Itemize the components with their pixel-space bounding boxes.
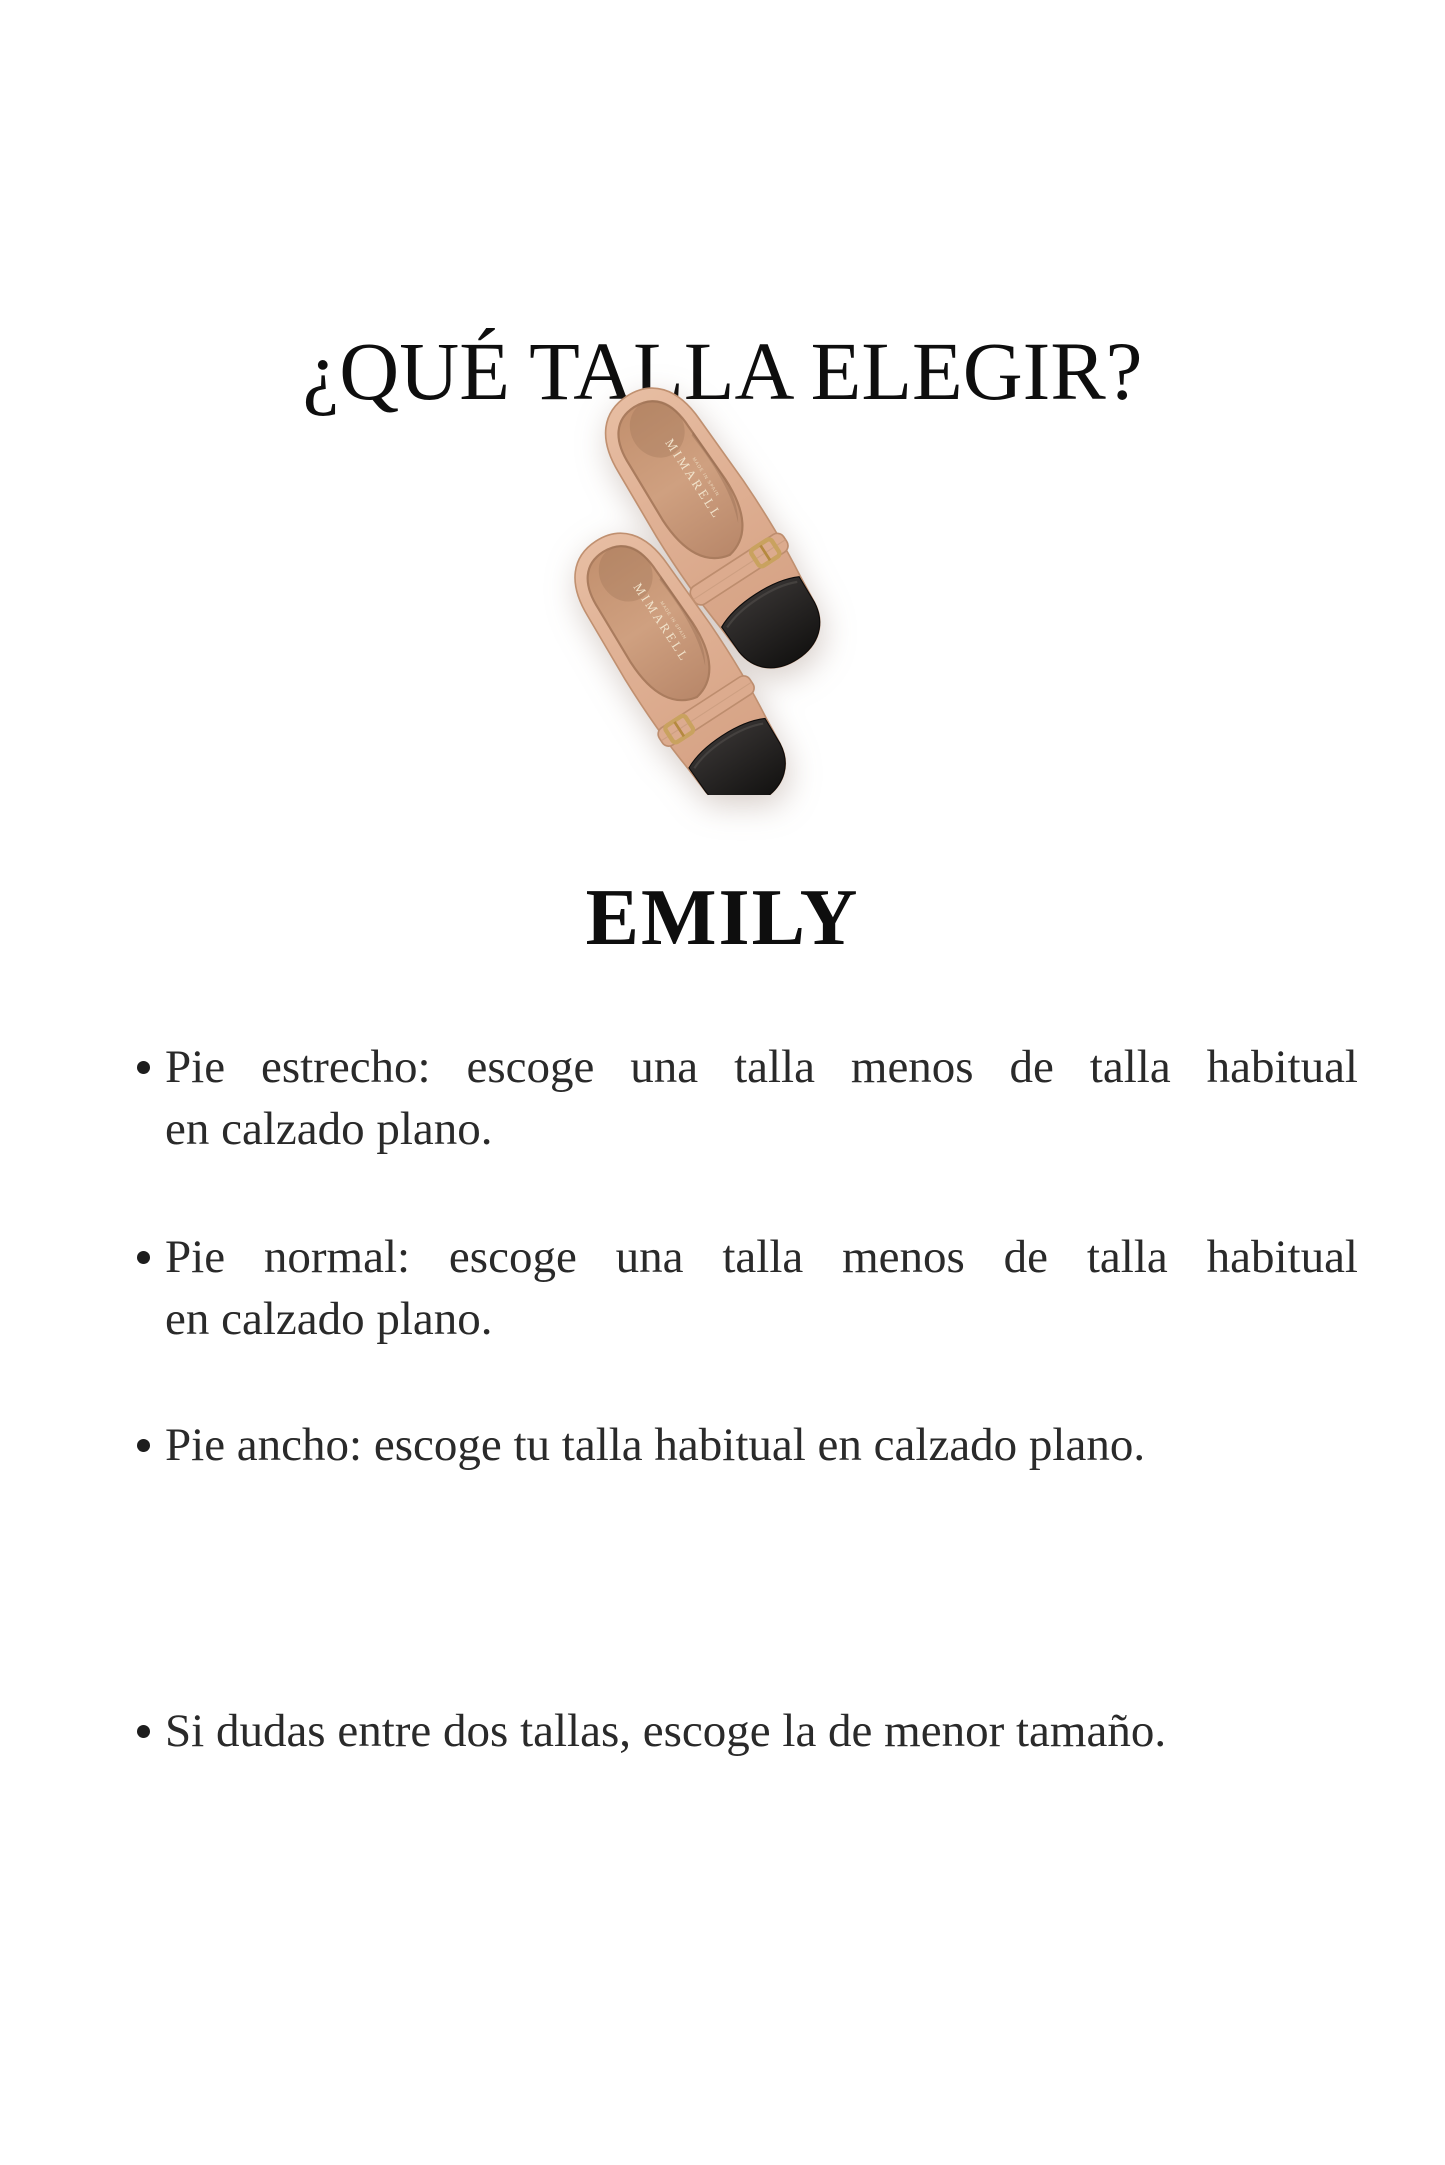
size-guide-list [137,1036,1358,1762]
bullet-dot [137,1061,150,1074]
list-item [137,1226,1358,1350]
list-item [137,1700,1358,1762]
bullet-dot [137,1725,150,1738]
bullet-text-line: en calzado plano. [165,1103,493,1155]
bullet-text-line: Pie ancho: escoge tu talla habitual en calzado plano. [165,1419,1146,1471]
bullet-text-line: Pie estrecho: escoge una talla menos de talla habitual [165,1041,1358,1093]
bullet-text-line: en calzado plano. [165,1293,493,1345]
page-title: ¿QUÉ TALLA ELEGIR? [302,324,1143,417]
list-item [137,1414,1358,1476]
product-photo-shoes [572,383,912,795]
bullet-text-line: Pie normal: escoge una talla menos de talla habitual [165,1231,1358,1283]
bullet-dot [137,1439,150,1452]
bullet-text-line: Si dudas entre dos tallas, escoge la de menor tamaño. [165,1705,1167,1757]
shoes-illustration: MIMARELL MADE IN SPAIN [572,383,912,795]
product-name: EMILY [585,874,860,963]
list-item [137,1036,1358,1160]
bullet-dot [137,1251,150,1264]
